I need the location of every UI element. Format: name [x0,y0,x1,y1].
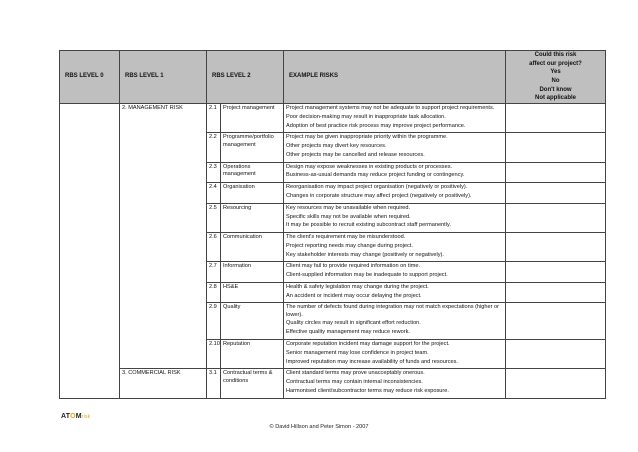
risk-text: The number of defects found during integration may not match expectations (higher or lower). [286,304,500,318]
row-number: 2.5 [207,203,221,232]
logo-risk: risk [81,414,91,420]
row-risks [284,233,506,262]
level-1-management-risk: 2. MANAGEMENT RISK [120,104,207,369]
answer-cell[interactable] [506,133,606,162]
row-number: 2.3 [207,162,221,183]
rbs-table [59,50,606,399]
row-risks [284,369,506,398]
row-number: 2.6 [207,233,221,262]
row-number: 2.10 [207,340,221,369]
risk-text: Project management systems may not be adequate to support project requirements. [286,105,495,112]
row-risks [284,104,506,133]
could-option-yes: Yes [550,69,561,76]
row-name: HS&E [221,282,284,303]
risk-text: Reorganisation may impact project organisation (negatively or positively). [286,184,468,191]
row-risks [284,282,506,303]
row-name: Resourcing [221,203,284,232]
risk-text: Poor decision-making may result in inappropriate task allocation. [286,113,446,120]
row-name: Reputation [221,340,284,369]
risk-text: Business-as-usual demands may reduce project funding or contingency. [286,172,465,179]
answer-cell[interactable] [506,340,606,369]
risk-text: Design may expose weaknesses in existing products or processes. [286,163,453,170]
risk-text: Key stakeholder interests may change (positively or negatively). [286,251,444,258]
answer-cell[interactable] [506,233,606,262]
level-1-commercial-risk: 3. COMMERCIAL RISK [120,369,207,398]
row-risks [284,262,506,283]
row-risks [284,183,506,204]
risk-text: Specific skills may not be available when required. [286,213,411,220]
row-number: 3.1 [207,369,221,398]
row-number: 2.1 [207,104,221,133]
row-name: Information [221,262,284,283]
answer-cell[interactable] [506,303,606,340]
risk-text: Changes in corporate structure may affect project (negatively or positively). [286,193,472,200]
row-risks [284,203,506,232]
row-risks [284,340,506,369]
header-row [60,51,606,104]
row-name: Quality [221,303,284,340]
level-0-cell [60,104,120,398]
could-line-2: affect our project? [529,60,582,67]
risk-text: Adoption of best practice risk process may improve project performance. [286,122,466,129]
could-line-1: Could this risk [534,52,577,58]
logo-o: O [70,413,76,420]
answer-cell[interactable] [506,183,606,204]
row-name: Project management [221,104,284,133]
answer-cell[interactable] [506,104,606,133]
risk-text: Quality circles may result in significant effort reduction. [286,320,421,327]
table-row [60,369,606,398]
row-risks [284,162,506,183]
row-number: 2.9 [207,303,221,340]
answer-cell[interactable] [506,162,606,183]
row-name: Contractual terms & conditions [221,369,284,398]
row-name: Programme/portfolio management [221,133,284,162]
risk-text: The client's requirement may be misunderstood. [286,234,406,241]
risk-text: Senior management may lose confidence in project team. [286,349,429,356]
atom-risk-logo [61,413,90,420]
row-name: Organisation [221,183,284,204]
risk-text: Improved reputation may increase availability of funds and resources. [286,358,458,365]
row-name: Communication [221,233,284,262]
answer-cell[interactable] [506,282,606,303]
copyright-footer: © David Hillson and Peter Simon - 2007 [269,424,369,430]
logo-text-m: M [75,413,82,420]
could-option-no: No [551,78,560,85]
could-option-dont-know: Don't know [539,86,572,93]
risk-text: Other projects may divert key resources. [286,143,387,150]
risk-text: Project may be given inappropriate priority within the programme. [286,134,448,141]
table-row [60,104,606,133]
header-example-risks: EXAMPLE RISKS [284,51,506,104]
risk-text: Key resources may be unavailable when required. [286,204,411,211]
header-could-this-risk [506,51,606,104]
risk-text: Harmonised client/subcontractor terms may reduce risk exposure. [286,387,449,394]
answer-cell[interactable] [506,369,606,398]
risk-text: Project reporting needs may change during project. [286,242,413,249]
header-rbs-level-1: RBS LEVEL 1 [120,51,207,104]
row-number: 2.4 [207,183,221,204]
row-number: 2.8 [207,282,221,303]
risk-text: Client standard terms may prove unacceptably onerous. [286,370,425,377]
risk-text: Client may fail to provide required information on time. [286,263,421,270]
answer-cell[interactable] [506,262,606,283]
row-number: 2.7 [207,262,221,283]
row-number: 2.2 [207,133,221,162]
row-risks [284,133,506,162]
row-risks [284,303,506,340]
answer-cell[interactable] [506,203,606,232]
risk-text: Contractual terms may contain internal inconsistencies. [286,379,423,386]
risk-text: It may be possible to recruit existing subcontract staff permanently. [286,222,451,229]
risk-text: Other projects may be cancelled and release resources. [286,151,425,158]
risk-text: Corporate reputation incident may damage support for the project. [286,341,450,347]
row-name: Operations management [221,162,284,183]
risk-text: Effective quality management may reduce rework. [286,329,410,336]
header-rbs-level-0: RBS LEVEL 0 [60,51,120,104]
logo-text: AT [61,413,71,420]
risk-text: An accident or incident may occur delaying the project. [286,292,422,299]
risk-text: Health & safety legislation may change during the project. [286,283,429,290]
could-option-not-applicable: Not applicable [535,95,577,102]
risk-text: Client-supplied information may be inadequate to support project. [286,272,448,279]
header-rbs-level-2: RBS LEVEL 2 [207,51,284,104]
